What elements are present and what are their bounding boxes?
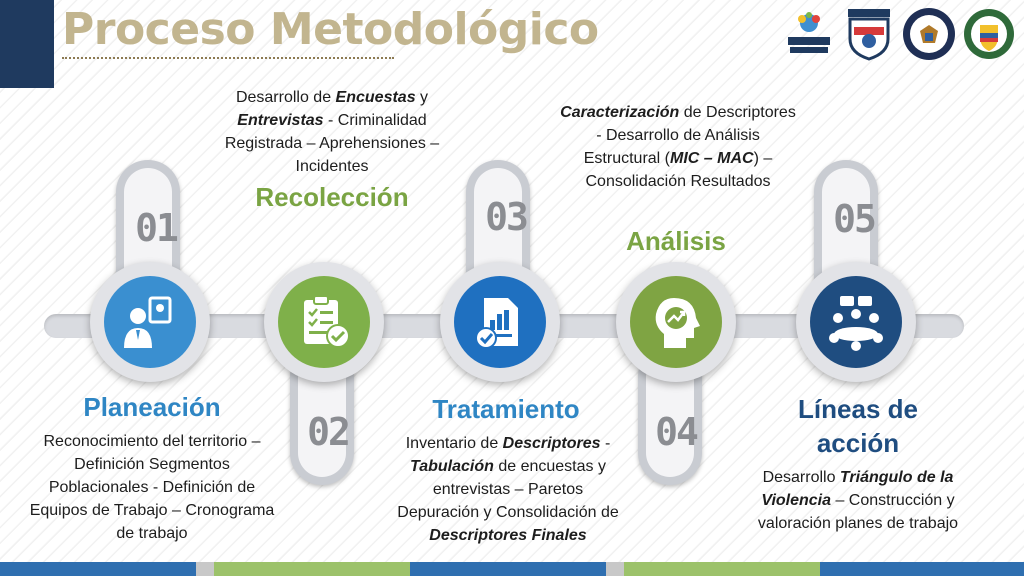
- description-fragment: Desarrollo de: [235, 89, 336, 106]
- step-03-number: 03: [485, 195, 527, 239]
- description-fragment: Inventario de: [405, 435, 503, 452]
- fuerza-publica-logo: [842, 7, 896, 61]
- step-03-title: Tratamiento: [432, 394, 580, 424]
- description-fragment: Tabulación: [410, 458, 494, 475]
- description-fragment: Encuestas: [335, 89, 416, 106]
- step-04-description: [560, 101, 796, 193]
- description-fragment: Descriptores: [502, 435, 601, 452]
- description-fragment: Descriptores Finales: [429, 527, 587, 544]
- description-fragment: de Descriptores - Desarrollo de Análisis Estructural (: [583, 104, 796, 167]
- step-01-title: Planeación: [83, 392, 221, 422]
- team-meeting-icon: [824, 290, 888, 354]
- page-title: Proceso Metodológico: [62, 4, 599, 55]
- sembremos-seguridad-logo: [782, 7, 836, 61]
- step-05-title: Líneas de acción: [798, 394, 918, 458]
- description-fragment: Triángulo de la Violencia: [761, 469, 954, 509]
- corner-accent: [0, 0, 54, 88]
- step-05-circle: [796, 262, 916, 382]
- description-fragment: MIC – MAC: [670, 150, 754, 167]
- step-04-number: 04: [655, 410, 697, 454]
- description-fragment: Caracterización: [560, 104, 680, 121]
- head-growth-icon: [644, 290, 708, 354]
- step-02-circle: [264, 262, 384, 382]
- clipboard-check-icon: [292, 290, 356, 354]
- bottom-color-bar: [0, 562, 1024, 576]
- report-check-icon: [468, 290, 532, 354]
- description-fragment: Entrevistas: [237, 112, 324, 129]
- step-05-description: [738, 466, 978, 535]
- description-fragment: ) – Consolidación Resultados: [585, 150, 773, 190]
- step-04-circle: [616, 262, 736, 382]
- step-01-number: 01: [135, 206, 177, 250]
- step-03-description: [390, 432, 626, 547]
- description-fragment: de encuestas y entrevistas – Paretos Depuración y Consolidación de: [397, 458, 619, 521]
- policia-shield-logo: [962, 7, 1016, 61]
- consultant-icon: [118, 290, 182, 354]
- title-underline: [62, 57, 394, 59]
- description-fragment: – Construcción y valoración planes de trabajo: [757, 492, 959, 532]
- step-02-number: 02: [307, 410, 349, 454]
- description-fragment: y: [415, 89, 429, 106]
- step-02-title: Recolección: [255, 182, 409, 212]
- step-03-circle: [440, 262, 560, 382]
- logo-strip: [782, 4, 1016, 64]
- step-05-number: 05: [833, 197, 875, 241]
- step-02-description: [214, 86, 450, 178]
- step-01-description: Reconocimiento del territorio – Definición Segmentos Poblacionales - Definición de Equipos de Trabajo – Cronograma de trabajo: [29, 433, 275, 542]
- description-fragment: Desarrollo: [762, 469, 840, 486]
- step-01-circle: [90, 262, 210, 382]
- description-fragment: - Criminalidad Registrada – Aprehensiones – Incidentes: [224, 112, 440, 175]
- step-04-title: Análisis: [626, 226, 726, 256]
- description-fragment: -: [600, 435, 611, 452]
- us-embassy-seal: [902, 7, 956, 61]
